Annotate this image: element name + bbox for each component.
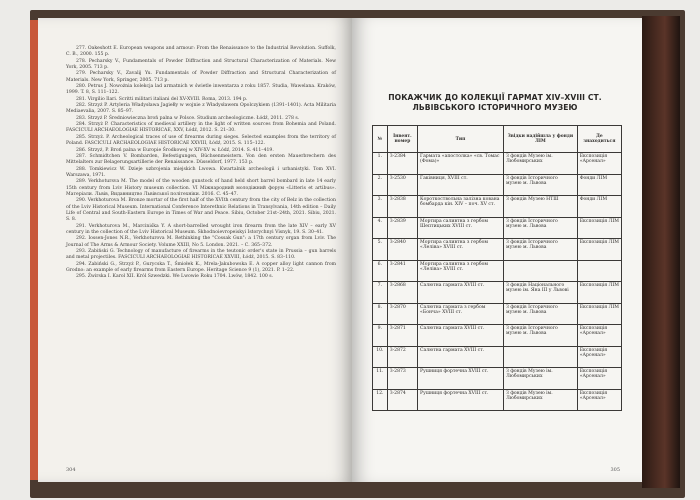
reference-item: 291. Verkhoturova M., Marciniśka Y. A short-barrelled wrought iron firearm from the late XIV – early XV century in the collection of the Lviv Historical Museum. Skhodnoievropeiskyi Istorychnyi Visnyk, 19. S. 30–41.	[66, 223, 336, 235]
reference-item: 295. Żwirska I. Karol XII. Król Szwedzki. We Lwowie Roku 1704. Lwów, 1842. 100 s.	[76, 274, 274, 280]
reference-item: 287. Schmidtchen V. Bombarden, Befestigungen, Büchsenmeistern. Von den ersten Mauerbrechern des Mittelalters zur Belagerungsartillerie der Renaissance. Düsseldorf, 1977. 153 p.	[66, 153, 336, 166]
cell-location: Експозиція ЛІМ	[577, 303, 621, 325]
col-header-source: Звідки надійшла у фонди ЛІМ	[504, 126, 578, 153]
cell-location: Експозиція «Арсенал»	[577, 368, 621, 390]
table-row	[373, 282, 622, 304]
left-page	[38, 18, 352, 482]
table-row	[373, 239, 622, 261]
cell-inventory: З-2873	[387, 368, 417, 390]
cell-source: З фондів Музею ім. Любомирських	[504, 153, 578, 175]
cell-type: Мортира саливтна з гербом Шептицьких XVIII ст.	[418, 217, 504, 239]
cell-inventory: З-2872	[387, 346, 417, 368]
table-row	[373, 368, 622, 390]
cell-inventory: З-2530	[387, 174, 417, 196]
cell-inventory: З-2874	[387, 389, 417, 411]
cell-source: З фондів Музею ім. Любомирських	[504, 368, 578, 390]
cell-source: З фондів Музею НТШ	[504, 196, 578, 218]
right-page-number: 305	[610, 467, 620, 473]
table-body	[373, 153, 622, 411]
cell-location	[577, 260, 621, 282]
reference-item: 285. Strzyż. P. Archeological traces of use of firearms during sieges. Selected examples from the territory of Poland. FASCICULI ARCHAEOLOGIAE HISTORICAE XXVIII, Łódź, 2015. S. 115–122.	[66, 134, 336, 147]
cell-location: Експозиція «Арсенал»	[577, 346, 621, 368]
reference-item: 282. Strzyż P. Artyleria Władysława Jagiełły w wojnie z Władysławem Opolczykiem (1391–1401). Acta Militaria Mediaevalia, 2007. S. 85–97.	[66, 103, 336, 115]
cell-type: Гармата «апостолка» «св. Томас (Фома)»	[418, 153, 504, 175]
reference-item: 290. Verkhoturova M. Bronze mortar of the first half of the XVIth century from the city of Belz in the collection of the Lviv Historical Museum. International Conference Interethnic Relations in Transylvania, 14th edition – Daily Life of Central and South-Eastern Europe in Times of War and Peace. Sibiu, October 21st–24th, 2021. Sibiu, 2021. S. 8.	[66, 198, 336, 223]
cell-type: Салютна гармата XVIII ст.	[418, 325, 504, 347]
table-row	[373, 174, 622, 196]
reference-item: 293. Zabiński G. Technology of manufacture of firearms in the teutonic order's state in Prussia – gun barrels and metal projectiles. FASCICULI ARCHAEOLOGIAE HISTORICAE XXVIII, Łódź, 2015. S. 83–110.	[66, 249, 336, 261]
cell-location: Фонди ЛІМ	[577, 196, 621, 218]
cell-type: Рушниця фортечна XVIII ст.	[418, 368, 504, 390]
cell-number: 5.	[373, 239, 388, 261]
col-header-inventory: Інвент. номер	[387, 126, 417, 153]
reference-item: 281. Virgilio Ilari. Scritti militari italiani del XV-XVIII. Roma, 2013. 194 p.	[76, 96, 248, 102]
cell-source: З фондів Історичного музею м. Львова	[504, 217, 578, 239]
cell-source	[504, 346, 578, 368]
table-row	[373, 260, 622, 282]
cell-number: 10.	[373, 346, 388, 368]
cell-number: 7.	[373, 282, 388, 304]
cell-location: Експозиція ЛІМ	[577, 239, 621, 261]
cell-number: 11.	[373, 368, 388, 390]
cell-inventory: З-2384	[387, 153, 417, 175]
cell-number: 8.	[373, 303, 388, 325]
cell-number: 12.	[373, 389, 388, 411]
reference-item: 284. Strzyż P. Characteristics of medieval artillery in the light of written sources from Bohemia and Poland. FASCICULI ARCHAEOLOGIAE HISTORICAE, XXV, Łódź, 2012. S. 21–30.	[66, 122, 336, 134]
cell-source: З фондів Музею ім. Любомирських	[504, 389, 578, 411]
cell-inventory: З-2838	[387, 196, 417, 218]
left-page-number: 304	[66, 467, 76, 473]
index-title	[370, 93, 620, 113]
col-header-location: Де знаходиться	[577, 126, 621, 153]
cell-number: 1.	[373, 153, 388, 175]
cell-inventory: З-2870	[387, 303, 417, 325]
reference-item: 289. Verkhotursva M. The model of the wooden gunstock of hand held short barrel bombard in late 14 early 15th century from Lviv History museum collection. VI Міжнародний молодіжний форум «Litteris et artibus». Матеріали. Львів, Видавництво Львівської політехніки. 2016. C. 45–47.	[66, 179, 336, 197]
cell-type: Мортира саливтна з гербом «Леліва» XVIII ст.	[418, 260, 504, 282]
col-header-number: №	[373, 126, 388, 153]
reference-item: 283. Strzyż P. Średniowieczna broń palna w Polsce. Studium archeologiczne. Łódź, 2011. 278 s.	[76, 115, 300, 121]
cannon-index-table	[372, 125, 622, 411]
cell-source: З фондів Історичного музею м. Львова	[504, 303, 578, 325]
cell-source	[504, 260, 578, 282]
reference-item: 278. Pecharsky V., Fundamentals of Powder Diffraction and Structural Characterization of Materials. New York, 2005. 713 p.	[66, 58, 336, 71]
cell-source: З фондів Історичного музею м. Львова	[504, 174, 578, 196]
cell-type: Гаківниця, XVIII ст.	[418, 174, 504, 196]
table-row	[373, 153, 622, 175]
reference-item: 288. Tomkiewicz W. Dzieje uzbrojenia miejskich Lwowa. Kwartalnik archeologii i urbanistyki. Tom XVI. Warszawa, 1971.	[66, 166, 336, 178]
cell-location: Експозиція «Арсенал»	[577, 153, 621, 175]
cell-source: З фондів Історичного музею м. Львова	[504, 325, 578, 347]
table-row	[373, 196, 622, 218]
table-row	[373, 325, 622, 347]
cell-type: Рушниця фортечна XVIII ст.	[418, 389, 504, 411]
cell-location: Експозиція «Арсенал»	[577, 389, 621, 411]
right-page	[352, 18, 642, 482]
cell-type: Салютна гармата XVIII ст.	[418, 346, 504, 368]
cell-number: 9.	[373, 325, 388, 347]
cell-inventory: З-2840	[387, 239, 417, 261]
table-row	[373, 303, 622, 325]
index-title-line2: ЛЬВІВСЬКОГО ІСТОРИЧНОГО МУЗЕЮ	[412, 103, 578, 112]
table-row	[373, 217, 622, 239]
cell-number: 3.	[373, 196, 388, 218]
index-title-line1: ПОКАЖЧИК ДО КОЛЕКЦІЇ ГАРМАТ XIV–XVIII СТ.	[388, 93, 602, 102]
table-row	[373, 346, 622, 368]
cell-source: З фондів Історичного музею м. Львова	[504, 239, 578, 261]
reference-item: 292. Iossen-Jones N.R., Verkhoturova M. Rethinking the "Cossak Gun": a 17th century organ from Lviv. The Journal of The Arms & Armour Society. Volume XXIII, No 5. London. 2021. – С. 365–372.	[66, 236, 336, 248]
cell-inventory: З-2871	[387, 325, 417, 347]
cell-location: Фонди ЛІМ	[577, 174, 621, 196]
right-page-edge	[642, 16, 680, 488]
table-row	[373, 389, 622, 411]
cell-location: Експозиція «Арсенал»	[577, 325, 621, 347]
cell-type: Короткоствольна залізна кована бомбарда кін. XIV – поч. XV ст.	[418, 196, 504, 218]
table-header-row	[373, 126, 622, 153]
cell-inventory: З-2841	[387, 260, 417, 282]
cell-type: Мортира саливтна з гербом «Леліва» XVIII ст.	[418, 239, 504, 261]
cell-inventory: З-2839	[387, 217, 417, 239]
cell-location: Експозиція ЛІМ	[577, 217, 621, 239]
cell-source: З фондів Національного музею ім. Яна III у Львові	[504, 282, 578, 304]
reference-item: 279. Pecharsky V., Zavalij Yu. Fundamentals of Powder Diffraction and Structural Characterization of Materials. New York, Springer, 2005. 713 p.	[66, 71, 336, 83]
cell-type: Салютна гармата XVIII ст.	[418, 282, 504, 304]
left-page-edge	[30, 20, 38, 480]
cell-number: 4.	[373, 217, 388, 239]
reference-item: 286. Strzyż, P. Broń palna w Europie Środkowej w XIV-XV w. Łódź, 2014. S. 411–419.	[76, 147, 274, 153]
cell-number: 6.	[373, 260, 388, 282]
references-list	[66, 46, 336, 281]
cell-type: Салютна гармата з гербом «Бонча» XVIII ст.	[418, 303, 504, 325]
cell-inventory: З-2868	[387, 282, 417, 304]
col-header-type: Тип	[418, 126, 504, 153]
cell-number: 2.	[373, 174, 388, 196]
cell-location: Експозиція ЛІМ	[577, 282, 621, 304]
reference-item: 294. Zabiński G., Strzyż P., Gurycska T., Śmiołek K., Mrela-Jakubowska E. A copper alloy light cannon from Grodno: an example of early firearms from Eastern Europe. Heritage Science 9 (1), 2021. P. 1–22.	[66, 261, 336, 274]
reference-item: 280. Petrus J. Nowożnia kolekcja lad armatnich w świetle inwentarza z roku 1857. Studia, Wawelana. Kraków, 1999. T. 8, S. 111–122.	[66, 84, 336, 96]
reference-item: 277. Oakeshott E. European weapons and armour: From the Renaissance to the Industrial Revolution. Suffolk, C. B., 2000. 155 p.	[66, 46, 336, 58]
